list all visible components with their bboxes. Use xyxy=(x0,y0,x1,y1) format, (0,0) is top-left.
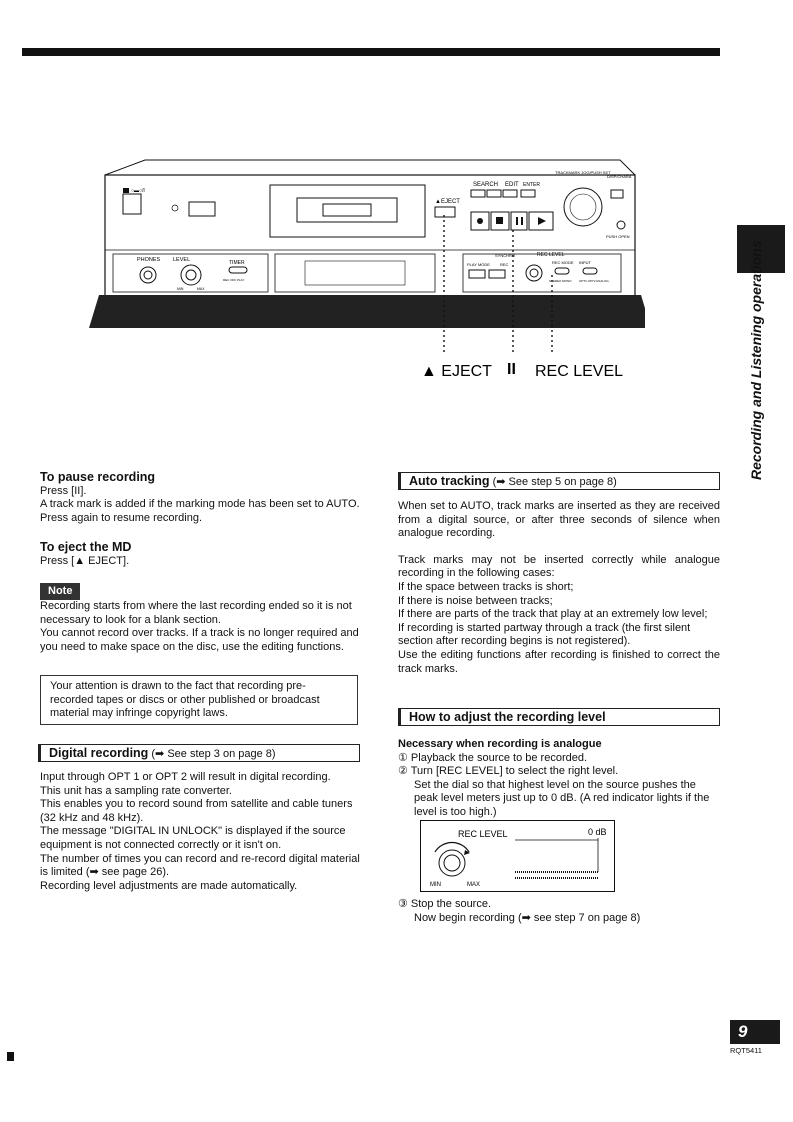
note-text-2: You cannot record over tracks. If a track is no longer required and you need to make space on the disc, use the editing functions. xyxy=(40,627,359,653)
digital-line: This unit has a sampling rate converter. xyxy=(40,784,232,797)
rec-level-callout: REC LEVEL xyxy=(535,363,624,380)
play-mode-label: PLAY MODE xyxy=(467,262,490,267)
top-rule xyxy=(22,48,720,56)
side-section-label: Recording and Listening operations xyxy=(748,240,764,480)
step-1: ① Playback the source to be recorded. xyxy=(398,751,588,764)
pause-press: Press [II]. xyxy=(40,484,87,497)
step-3-block xyxy=(398,898,720,925)
edit-label: EDIT xyxy=(505,182,519,188)
timer-label: TIMER xyxy=(229,260,245,266)
auto-body xyxy=(398,500,720,676)
digital-ref: (➡ See step 3 on page 8) xyxy=(151,748,276,760)
note-text-1: Recording starts from where the last recording ended so it is not necessary to look for a blank section. xyxy=(40,600,352,626)
step-3: ③ Stop the source. xyxy=(398,898,492,910)
min-label-device: MIN xyxy=(177,287,184,291)
digital-line: The message "DIGITAL IN UNLOCK" is displayed if the source equipment is not connected correctly or it isn't on. xyxy=(40,825,346,851)
adjust-heading: How to adjust the recording level xyxy=(409,710,606,724)
digital-line: Recording level adjustments are made automatically. xyxy=(40,879,298,892)
auto-text-1: When set to AUTO, track marks are inserted as they are received from a digital source, or after three seconds of silence when analogue recording. xyxy=(398,500,720,540)
digital-heading: Digital recording xyxy=(49,746,149,760)
rec-off-play-label: REC OFF PLAY xyxy=(223,278,245,282)
digital-recording-header xyxy=(38,744,360,762)
step-2: ② Turn [REC LEVEL] to select the right level. xyxy=(398,765,619,778)
meter-0db: 0 dB xyxy=(588,827,607,837)
adjust-body xyxy=(398,738,720,820)
adjust-level-header xyxy=(398,708,720,726)
display-label: DISP/CHARA xyxy=(607,174,632,179)
note-badge: Note xyxy=(40,583,80,601)
auto-case: If there are parts of the track that play at an extremely low level; xyxy=(398,608,708,621)
rec-mode-options: STEREO MONO xyxy=(549,279,572,283)
trackmark-label: TRACKMARK JOG/PUSH SET xyxy=(555,170,611,175)
digital-line: This enables you to record sound from satellite and cable tuners (32 kHz and 48 kHz). xyxy=(40,798,353,824)
digital-body xyxy=(40,771,365,893)
svg-text:○▬○/I: ○▬○/I xyxy=(131,188,145,194)
page-number: 9 xyxy=(730,1020,780,1044)
push-open-label: PUSH OPEN xyxy=(606,234,630,239)
input-label: INPUT xyxy=(579,260,591,265)
meter-max: MAX xyxy=(467,882,481,888)
input-options: OPT1 OPT2 ANALOG xyxy=(579,279,609,283)
corner-mark xyxy=(7,1052,14,1061)
auto-tracking-header xyxy=(398,472,720,490)
search-label: SEARCH xyxy=(473,182,499,188)
rec-label: REC xyxy=(500,262,509,267)
meter-rec-level: REC LEVEL xyxy=(458,829,508,839)
max-label-device: MAX xyxy=(197,287,205,291)
pause-callout: II xyxy=(507,361,516,378)
auto-ref: (➡ See step 5 on page 8) xyxy=(492,476,617,488)
eject-press: Press [▲ EJECT]. xyxy=(40,554,130,567)
eject-heading: To eject the MD xyxy=(40,540,132,555)
auto-case: If recording is started partway through a track (the first silent section after recording begins is not registered). xyxy=(398,621,691,648)
enter-label: ENTER xyxy=(523,182,540,188)
step-3-detail: Now begin recording (➡ see step 7 on page 8) xyxy=(414,911,641,924)
pause-text-2: Press again to resume recording. xyxy=(40,511,203,524)
phones-label: PHONES xyxy=(137,257,161,263)
auto-heading: Auto tracking xyxy=(409,474,490,488)
document-code: RQT5411 xyxy=(730,1046,762,1055)
level-label: LEVEL xyxy=(173,257,191,263)
synchro-label: SYNCHRO xyxy=(495,253,516,258)
rec-level-label-device: REC LEVEL xyxy=(537,252,565,258)
auto-case: If there is noise between tracks; xyxy=(398,594,553,607)
left-column xyxy=(40,471,362,655)
digital-line: Input through OPT 1 or OPT 2 will result in digital recording. xyxy=(40,771,331,783)
pause-heading: To pause recording xyxy=(40,470,156,484)
copyright-text: Your attention is drawn to the fact that recording pre-recorded tapes or discs or other published or broadcast material may infringe copyright laws. xyxy=(50,680,320,720)
auto-case: If the space between tracks is short; xyxy=(398,580,574,593)
auto-text-3: Use the editing functions after recording is finished to correct the track marks. xyxy=(398,648,720,675)
necessary-line: Necessary when recording is analogue xyxy=(398,738,602,750)
auto-text-2: Track marks may not be inserted correctly while analogue recording in the following cases: xyxy=(398,553,720,580)
step-2-detail: Set the dial so that highest level on the source pushes the peak level meters just up to 0 dB. (A red indicator lights if the level is too high.) xyxy=(414,778,710,818)
rec-mode-label: REC MODE xyxy=(552,260,574,265)
copyright-box xyxy=(40,675,358,725)
device-illustration xyxy=(85,150,645,385)
digital-line: The number of times you can record and re-record digital material is limited (➡ see page 26). xyxy=(40,852,360,879)
rec-level-meter-diagram xyxy=(420,820,615,892)
meter-min: MIN xyxy=(430,882,441,888)
pause-text-1: A track mark is added if the marking mode has been set to AUTO. xyxy=(40,498,360,511)
eject-callout: ▲ EJECT xyxy=(421,363,492,380)
eject-label-small: ▲EJECT xyxy=(435,199,460,205)
